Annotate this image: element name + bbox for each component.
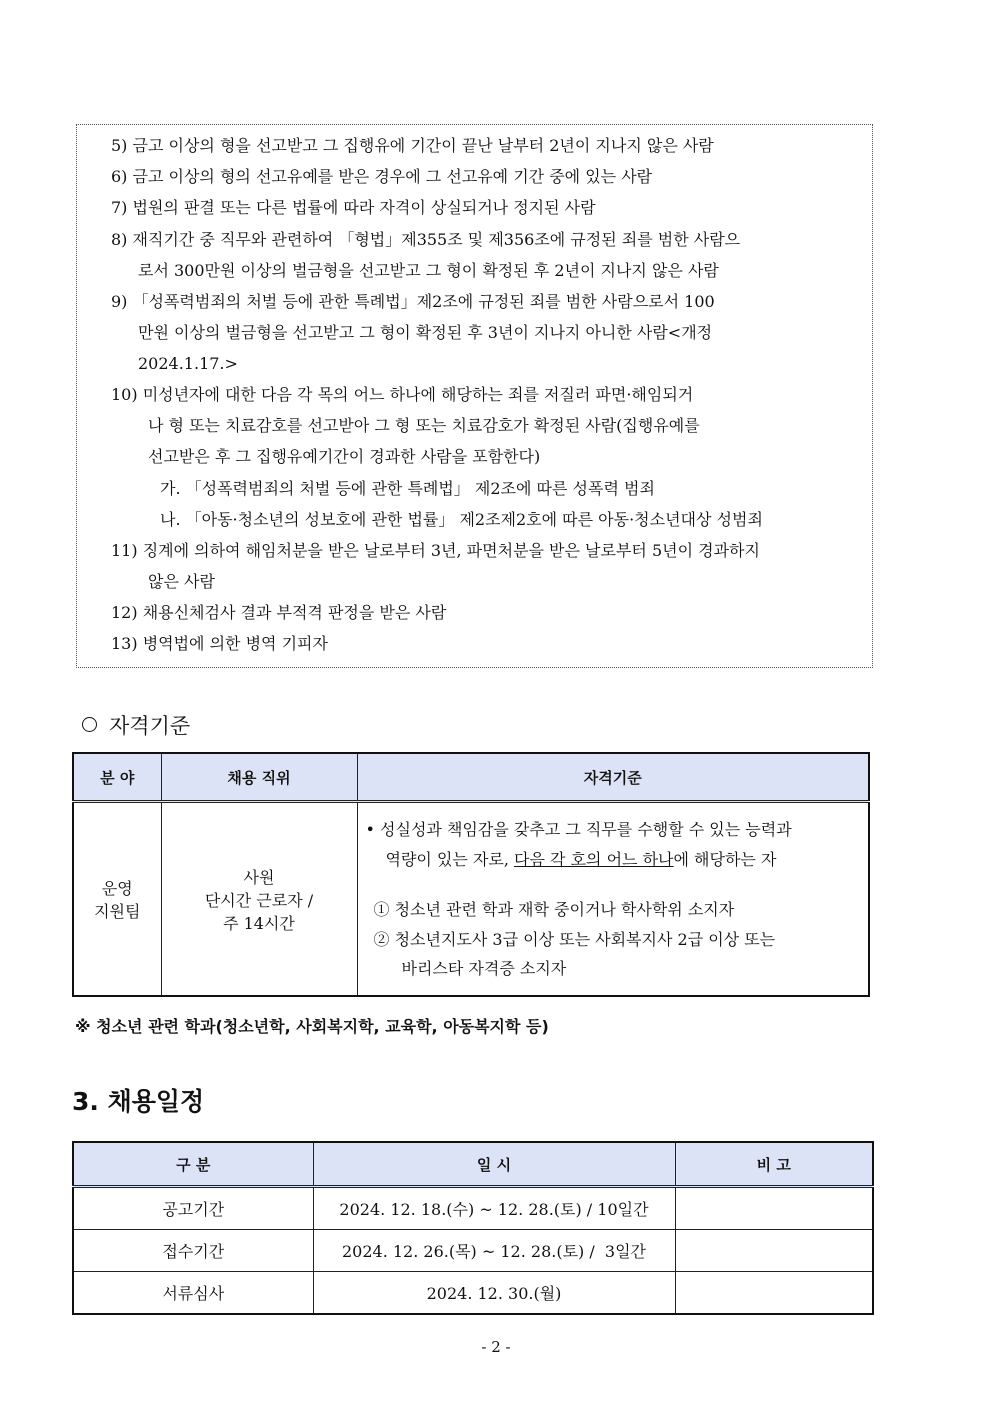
row-note — [675, 1230, 873, 1272]
page-number: - 2 - — [481, 1338, 511, 1356]
disq-item-11: 11) 징계에 의하여 해임처분을 받은 날로부터 3년, 파면처분을 받은 날로부터 5년이 경과하지 — [111, 541, 760, 560]
criteria-bullet-line-2 — [386, 850, 777, 870]
header-field: 분 야 — [73, 753, 161, 802]
criteria-line-2-underlined: 다음 각 호의 어느 하나 — [514, 850, 674, 869]
criteria-line-1-text: 성실성과 책임감을 갖추고 그 직무를 수행할 수 있는 능력과 — [380, 820, 792, 839]
disq-item-9-cont2: 2024.1.17.> — [138, 354, 238, 373]
table-row — [73, 1272, 873, 1315]
disq-item-13: 13) 병역법에 의한 병역 기피자 — [111, 634, 328, 653]
position-line-3: 주 14시간 — [223, 913, 295, 933]
schedule-header-date: 일 시 — [313, 1142, 675, 1187]
schedule-header-category: 구 분 — [73, 1142, 313, 1187]
bullet-dot-icon: • — [365, 820, 381, 839]
cell-field — [73, 802, 161, 997]
row-date: 2024. 12. 30.(월) — [313, 1272, 675, 1315]
disq-item-5: 5) 금고 이상의 형을 선고받고 그 집행유에 기간이 끝난 날부터 2년이 지나지 않은 사람 — [111, 136, 714, 155]
disq-item-9-cont: 만원 이상의 벌금형을 선고받고 그 형이 확정된 후 3년이 지나지 아니한 사람<개정 — [138, 323, 713, 342]
dept-note: ※ 청소년 관련 학과(청소년학, 사회복지학, 교육학, 아동복지학 등) — [75, 1017, 549, 1036]
position-line-1: 사원 — [243, 867, 275, 887]
disq-item-7: 7) 법원의 판결 또는 다른 법률에 따라 자격이 상실되거나 정지된 사람 — [111, 198, 596, 217]
row-label: 서류심사 — [73, 1272, 313, 1315]
header-position: 채용 직위 — [161, 753, 357, 802]
disq-item-8: 8) 재직기간 중 직무와 관련하여 「형법」제355조 및 제356조에 규정된 죄를 범한 사람으 — [111, 230, 741, 249]
field-line-1: 운영 — [101, 879, 133, 898]
qualification-title-text: 자격기준 — [109, 714, 191, 738]
schedule-header-note: 비 고 — [675, 1142, 873, 1187]
qualification-section-title — [82, 710, 190, 740]
cell-position — [161, 802, 357, 997]
disq-item-12: 12) 채용신체검사 결과 부적격 판정을 받은 사람 — [111, 603, 447, 622]
row-date: 2024. 12. 26.(목) ~ 12. 28.(토) / 3일간 — [313, 1230, 675, 1272]
disq-item-11-cont: 않은 사람 — [148, 572, 215, 591]
header-criteria: 자격기준 — [357, 753, 869, 802]
row-note — [675, 1272, 873, 1315]
position-line-2: 단시간 근로자 / — [204, 890, 314, 910]
row-date: 2024. 12. 18.(수) ~ 12. 28.(토) / 10일간 — [313, 1187, 675, 1230]
field-line-2: 지원팀 — [94, 902, 141, 921]
row-label: 공고기간 — [73, 1187, 313, 1230]
disq-item-9: 9) 「성폭력범죄의 처벌 등에 관한 특례법」제2조에 규정된 죄를 범한 사람으로서 100 — [111, 292, 715, 311]
schedule-heading: 3. 채용일정 — [72, 1087, 205, 1116]
criteria-line-2-pre: 역량이 있는 자로, — [385, 850, 515, 869]
disq-item-10-cont: 나 형 또는 치료감호를 선고받아 그 형 또는 치료감호가 확정된 사람(집행유예를 — [148, 416, 700, 435]
disq-item-10: 10) 미성년자에 대한 다음 각 목의 어느 하나에 해당하는 죄를 저질러 파면·해임되거 — [111, 385, 694, 404]
criteria-bullet-line-1 — [366, 820, 792, 840]
disq-item-10-ga: 가. 「성폭력범죄의 처벌 등에 관한 특례법」 제2조에 따른 성폭력 범죄 — [160, 479, 655, 498]
schedule-table — [72, 1141, 874, 1315]
disq-item-6: 6) 금고 이상의 형의 선고유예를 받은 경우에 그 선고유예 기간 중에 있는 사람 — [111, 167, 653, 186]
criteria-item-1: ① 청소년 관련 학과 재학 중이거나 학사학위 소지자 — [373, 900, 735, 919]
row-label: 접수기간 — [73, 1230, 313, 1272]
circle-bullet-icon — [82, 717, 97, 732]
table-row — [73, 1187, 873, 1230]
disq-item-10-cont2: 선고받은 후 그 집행유예기간이 경과한 사람을 포함한다) — [148, 447, 541, 466]
qualification-table — [72, 752, 870, 997]
disq-item-8-cont: 로서 300만원 이상의 벌금형을 선고받고 그 형이 확정된 후 2년이 지나지 않은 사람 — [138, 261, 719, 280]
criteria-item-2: ② 청소년지도사 3급 이상 또는 사회복지사 2급 이상 또는 — [373, 930, 776, 949]
criteria-item-2-cont: 바리스타 자격증 소지자 — [401, 959, 567, 978]
disq-item-10-na: 나. 「아동·청소년의 성보호에 관한 법률」 제2조제2호에 따른 아동·청소년대상 성범죄 — [160, 510, 763, 529]
row-note — [675, 1187, 873, 1230]
table-row — [73, 1230, 873, 1272]
cell-criteria — [357, 802, 869, 997]
criteria-line-2-post: 에 해당하는 자 — [673, 850, 777, 869]
